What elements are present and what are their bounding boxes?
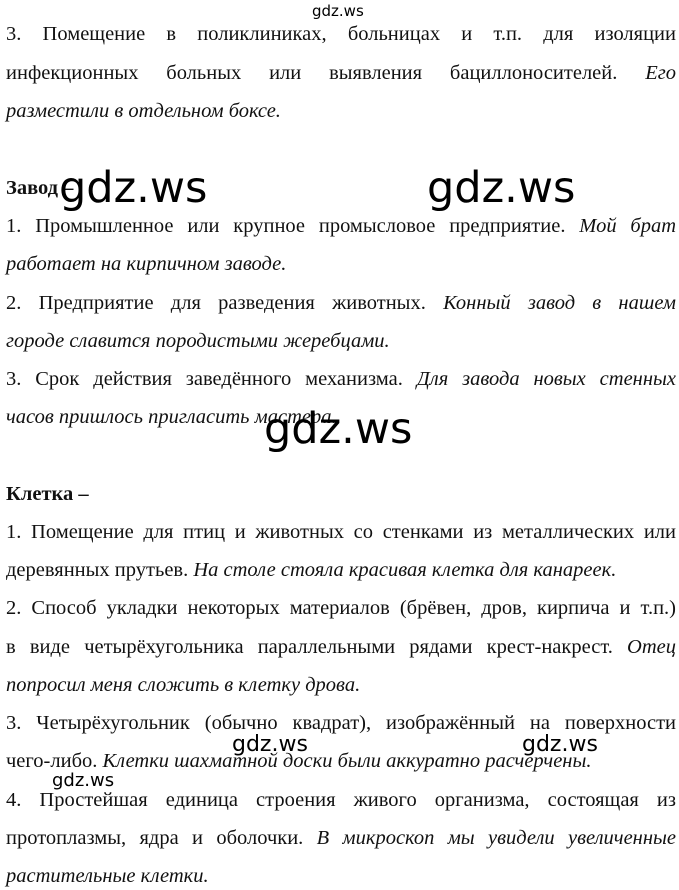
text-line [6, 329, 676, 353]
example-text: растительные клетки. [6, 865, 209, 887]
text-line: в виде четырёхугольника параллельными рядами крест-накрест. Отец [6, 636, 676, 658]
example-text: Отец [627, 636, 676, 658]
example-text: попросил меня сложить в клетку дрова. [6, 674, 361, 696]
text-line [6, 864, 676, 888]
watermark: gdz.ws [232, 732, 308, 757]
example-text: Клетки шахматной доски были аккуратно расчерчены. [102, 750, 592, 772]
text-line: деревянных прутьев. На столе стояла красивая клетка для канареек. [6, 559, 617, 581]
example-text: На столе стояла красивая клетка для канареек. [193, 559, 617, 581]
example-text: Его [645, 62, 676, 84]
watermark: gdz.ws [264, 404, 413, 454]
text-line [6, 673, 676, 697]
text-line: 3. Срок действия заведённого механизма. Для завода новых стенных [6, 368, 676, 390]
text-line: чего-либо. Клетки шахматной доски были аккуратно расчерчены. [6, 750, 592, 772]
watermark: gdz.ws [427, 163, 576, 213]
text-line [6, 252, 676, 276]
example-text: работает на кирпичном заводе. [6, 253, 287, 275]
watermark: gdz.ws [312, 2, 364, 20]
text-line: инфекционных больных или выявления бациллоносителей. Его [6, 62, 676, 84]
watermark: gdz.ws [52, 770, 115, 791]
example-text: В микроскоп мы увидели увеличенные [316, 827, 676, 849]
text-line: 2. Предприятие для разведения животных. Конный завод в нашем [6, 292, 677, 314]
watermark: gdz.ws [522, 732, 598, 757]
text-line: 3. Четырёхугольник (обычно квадрат), изображённый на поверхности [6, 712, 676, 734]
text-line: 4. Простейшая единица строения живого организма, состоящая из [6, 789, 676, 811]
example-text: часов пришлось пригласить мастера. [6, 406, 337, 428]
term-heading: Клетка – [6, 483, 89, 505]
text-line: протоплазмы, ядра и оболочки. В микроскоп мы увидели увеличенные [6, 827, 676, 849]
text-line: 1. Промышленное или крупное промысловое предприятие. Мой брат [6, 215, 677, 237]
watermark: gdz.ws [59, 163, 208, 213]
text-line [6, 99, 676, 123]
text-line: 3. Помещение в поликлиниках, больницах и т.п. для изоляции [6, 23, 676, 45]
example-text: разместили в отдельном боксе. [6, 100, 281, 122]
example-text: Для завода новых стенных [416, 368, 676, 390]
example-text: Конный завод в нашем [443, 292, 677, 314]
example-text: городе славится породистыми жеребцами. [6, 330, 390, 352]
text-line: 1. Помещение для птиц и животных со стенками из металлических или [6, 521, 676, 543]
text-line: 2. Способ укладки некоторых материалов (брёвен, дров, кирпича и т.п.) [6, 597, 676, 619]
example-text: Мой брат [579, 215, 677, 237]
term-heading: Завод – [6, 177, 74, 199]
